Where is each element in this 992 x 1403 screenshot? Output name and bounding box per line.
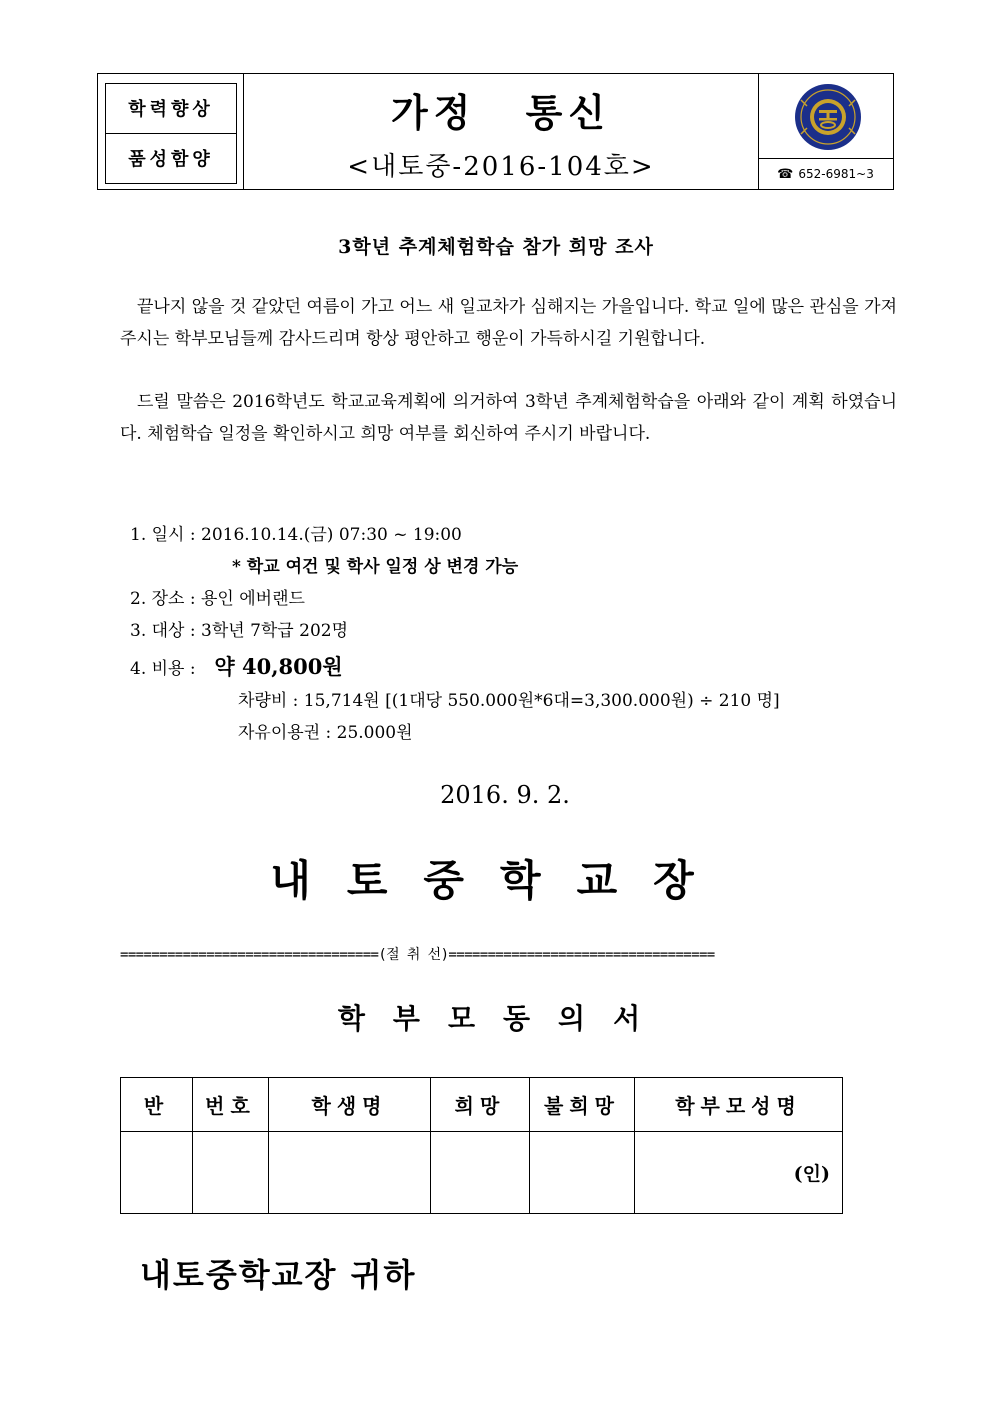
class-cell[interactable]: [121, 1132, 193, 1214]
header-disagree: 불희망: [530, 1078, 635, 1132]
table-row: [121, 1132, 843, 1214]
seal-mark: (인): [793, 1163, 830, 1185]
telephone-icon: ☎: [777, 166, 794, 182]
notice-paragraph: [120, 387, 897, 450]
disagree-cell[interactable]: [530, 1132, 635, 1214]
newsletter-header: [97, 73, 894, 190]
parent-name-cell[interactable]: [635, 1132, 843, 1214]
header-agree: 희망: [431, 1078, 530, 1132]
item-date-note: * 학교 여건 및 학사 일정 상 변경 가능: [232, 557, 519, 577]
agree-cell[interactable]: [431, 1132, 530, 1214]
header-student-name: 학생명: [269, 1078, 431, 1132]
phone-contact: [758, 158, 893, 189]
item-bus-fee: 차량비 : 15,714원 [(1대당 550.000원*6대=3,300.000원) ÷ 210 명]: [238, 691, 780, 711]
motto-character: 품성함양: [128, 149, 214, 171]
addressee: 내토중학교장 귀하: [140, 1256, 417, 1294]
newsletter-title: 가정 통신: [390, 90, 612, 135]
item-cost: [130, 651, 343, 681]
greeting-text: 끝나지 않을 것 같았던 여름이 가고 어느 새 일교차가 심해지는 가을입니다. 학교 일에 많은 관심을 가져 주시는 학부모님들께 감사드리며 항상 평안하고 행운이 가득하시길 기원합니다.: [120, 297, 897, 349]
header-parent-name: 학부모성명: [635, 1078, 843, 1132]
document-title: 3학년 추계체험학습 참가 희망 조사: [338, 236, 654, 258]
school-emblem-icon: [793, 82, 863, 152]
item-date: 1. 일시 : 2016.10.14.(금) 07:30 ~ 19:00: [130, 525, 462, 545]
issue-number: <내토중-2016-104호>: [347, 152, 655, 182]
item-target: 3. 대상 : 3학년 7학급 202명: [130, 621, 348, 641]
cost-label: 4. 비용 :: [130, 659, 196, 679]
cost-value: 약 40,800원: [214, 654, 343, 679]
greeting-paragraph: [120, 292, 897, 355]
header-class: 반: [121, 1078, 193, 1132]
issue-date: 2016. 9. 2.: [440, 781, 570, 809]
motto-academic: 학력향상: [106, 84, 236, 134]
consent-form-title: 학부모동의서: [337, 1002, 669, 1035]
consent-table: [120, 1077, 843, 1214]
principal-signature: 내토중학교장: [270, 856, 730, 905]
phone-number: 652-6981~3: [798, 167, 874, 181]
item-pass-fee: 자유이용권 : 25.000원: [238, 723, 413, 743]
number-cell[interactable]: [193, 1132, 269, 1214]
table-header-row: [121, 1078, 843, 1132]
motto-box: [105, 83, 237, 184]
item-place: 2. 장소 : 용인 에버랜드: [130, 589, 305, 609]
student-name-cell[interactable]: [269, 1132, 431, 1214]
header-number: 번호: [193, 1078, 269, 1132]
cut-line: =================================(절 취 선)==================================: [120, 947, 715, 963]
notice-text: 드릴 말씀은 2016학년도 학교교육계획에 의거하여 3학년 추계체험학습을 아래와 같이 계획 하였습니다. 체험학습 일정을 확인하시고 희망 여부를 회신하여 주시기 바랍니다.: [120, 392, 897, 444]
